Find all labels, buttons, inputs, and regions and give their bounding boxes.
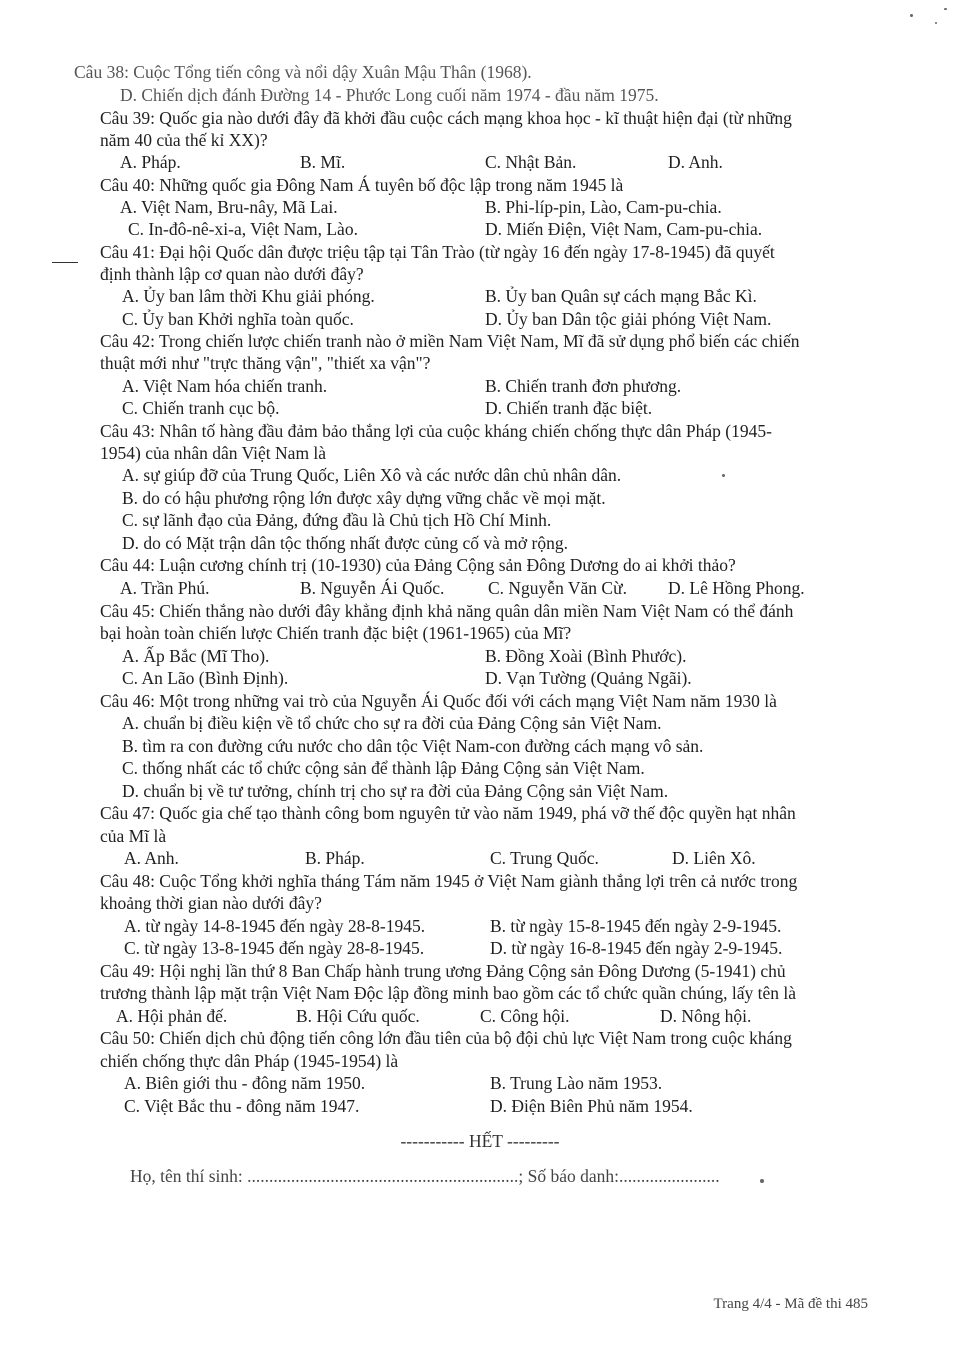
q38-option-d: D. Chiến dịch đánh Đường 14 - Phước Long cuối năm 1974 - đầu năm 1975. (120, 85, 659, 105)
q43-option-d: D. do có Mặt trận dân tộc thống nhất được củng cố và mở rộng. (122, 533, 568, 553)
scan-speck (944, 8, 947, 10)
q43-text-2: 1954) của nhân dân Việt Nam là (100, 443, 327, 463)
q48-text-1: Câu 48: Cuộc Tổng khởi nghĩa tháng Tám năm 1945 ở Việt Nam giành thắng lợi trên cả nước trong (100, 871, 798, 891)
q42-option-d: D. Chiến tranh đặc biệt. (485, 398, 653, 418)
q40-option-b: B. Phi-líp-pin, Lào, Cam-pu-chia. (485, 197, 722, 217)
q45-text-2: bại hoàn toàn chiến lược Chiến tranh đặc biệt (1961-1965) của Mĩ? (100, 623, 572, 643)
q39-option-d: D. Anh. (668, 152, 723, 172)
q47-option-d: D. Liên Xô. (672, 848, 756, 868)
q49-option-b: B. Hội Cứu quốc. (296, 1006, 420, 1026)
q39-option-c: C. Nhật Bản. (485, 152, 577, 172)
q46-text: Câu 46: Một trong những vai trò của Nguyễn Ái Quốc đối với cách mạng Việt Nam năm 1930 là (100, 691, 777, 711)
q50-text-1: Câu 50: Chiến dịch chủ động tiến công lớn đầu tiên của bộ đội chủ lực Việt Nam trong cuộc kháng (100, 1028, 792, 1048)
q46-option-b: B. tìm ra con đường cứu nước cho dân tộc Việt Nam-con đường cách mạng vô sản. (122, 736, 704, 756)
q42-option-c: C. Chiến tranh cục bộ. (122, 398, 280, 418)
q47-text-2: của Mĩ là (100, 826, 167, 846)
q50-option-d: D. Điện Biên Phủ năm 1954. (490, 1096, 693, 1116)
candidate-info-line: Họ, tên thí sinh: ..............................................................; Số báo danh:....................... (130, 1166, 720, 1186)
q49-text-1: Câu 49: Hội nghị lần thứ 8 Ban Chấp hành trung ương Đảng Cộng sản Đông Dương (5-1941) chủ (100, 961, 786, 981)
q45-option-d: D. Vạn Tường (Quảng Ngãi). (485, 668, 692, 688)
q41-text-1: Câu 41: Đại hội Quốc dân được triệu tập tại Tân Trào (từ ngày 16 đến ngày 17-8-1945) đã quyết (100, 242, 775, 262)
end-marker: ----------- HẾT --------- (400, 1131, 560, 1151)
q41-option-d: D. Ủy ban Dân tộc giải phóng Việt Nam. (485, 309, 772, 329)
scan-speck (722, 474, 725, 477)
q42-option-a: A. Việt Nam hóa chiến tranh. (122, 376, 328, 396)
q50-option-c: C. Việt Bắc thu - đông năm 1947. (124, 1096, 360, 1116)
q39-text-2: năm 40 của thế kỉ XX)? (100, 130, 268, 150)
q45-option-c: C. An Lão (Bình Định). (122, 668, 289, 688)
q47-text-1: Câu 47: Quốc gia chế tạo thành công bom nguyên tử vào năm 1949, phá vỡ thế độc quyền hạt nhân (100, 803, 796, 823)
q42-text-2: thuật mới như "trực thăng vận", "thiết xa vận"? (100, 353, 431, 373)
q49-text-2: trương thành lập mặt trận Việt Nam Độc lập đồng minh bao gồm các tổ chức quần chúng, lấy tên là (100, 983, 797, 1003)
q41-option-a: A. Ủy ban lâm thời Khu giải phóng. (122, 286, 375, 306)
q44-text: Câu 44: Luận cương chính trị (10-1930) của Đảng Cộng sản Đông Dương do ai khởi thảo? (100, 555, 736, 575)
q49-option-a: A. Hội phản đế. (116, 1006, 228, 1026)
q45-text-1: Câu 45: Chiến thắng nào dưới đây khẳng định khả năng quân dân miền Nam Việt Nam có thể đánh (100, 601, 794, 621)
margin-dash-mark (52, 262, 78, 263)
q48-option-c: C. từ ngày 13-8-1945 đến ngày 28-8-1945. (124, 938, 425, 958)
q46-option-c: C. thống nhất các tổ chức cộng sản để thành lập Đảng Cộng sản Việt Nam. (122, 758, 645, 778)
q42-text-1: Câu 42: Trong chiến lược chiến tranh nào ở miền Nam Việt Nam, Mĩ đã sử dụng phổ biến các chiến (100, 331, 800, 351)
q43-option-b: B. do có hậu phương rộng lớn được xây dựng vững chắc về mọi mặt. (122, 488, 606, 508)
q44-option-b: B. Nguyễn Ái Quốc. (300, 578, 445, 598)
q45-option-b: B. Đồng Xoài (Bình Phước). (485, 646, 687, 666)
q43-text-1: Câu 43: Nhân tố hàng đầu đảm bảo thắng lợi của cuộc kháng chiến chống thực dân Pháp (1945- (100, 421, 772, 441)
scan-speck (760, 1179, 764, 1183)
q48-option-d: D. từ ngày 16-8-1945 đến ngày 2-9-1945. (490, 938, 783, 958)
q43-option-c: C. sự lãnh đạo của Đảng, đứng đầu là Chủ tịch Hồ Chí Minh. (122, 510, 552, 530)
q39-option-a: A. Pháp. (120, 152, 181, 172)
q49-option-d: D. Nông hội. (660, 1006, 752, 1026)
q44-option-c: C. Nguyễn Văn Cừ. (488, 578, 627, 598)
q45-option-a: A. Ấp Bắc (Mĩ Tho). (122, 646, 270, 666)
q40-option-a: A. Việt Nam, Bru-nây, Mã Lai. (120, 197, 338, 217)
q50-option-b: B. Trung Lào năm 1953. (490, 1073, 663, 1093)
q39-text-1: Câu 39: Quốc gia nào dưới đây đã khởi đầu cuộc cách mạng khoa học - kĩ thuật hiện đại (từ những (100, 108, 792, 128)
q40-option-c: C. In-đô-nê-xi-a, Việt Nam, Lào. (128, 219, 358, 239)
q49-option-c: C. Công hội. (480, 1006, 570, 1026)
q47-option-c: C. Trung Quốc. (490, 848, 599, 868)
q46-option-a: A. chuẩn bị điều kiện về tổ chức cho sự ra đời của Đảng Cộng sản Việt Nam. (122, 713, 662, 733)
q41-text-2: định thành lập cơ quan nào dưới đây? (100, 264, 364, 284)
q38-line: Câu 38: Cuộc Tổng tiến công và nổi dậy Xuân Mậu Thân (1968). (74, 62, 532, 82)
page-number: Trang 4/4 - Mã đề thi 485 (713, 1296, 868, 1312)
q40-text: Câu 40: Những quốc gia Đông Nam Á tuyên bố độc lập trong năm 1945 là (100, 175, 624, 195)
q47-option-b: B. Pháp. (305, 848, 365, 868)
q41-option-c: C. Ủy ban Khởi nghĩa toàn quốc. (122, 309, 354, 329)
q48-option-b: B. từ ngày 15-8-1945 đến ngày 2-9-1945. (490, 916, 782, 936)
q47-option-a: A. Anh. (124, 848, 179, 868)
scan-speck (910, 14, 913, 17)
q44-option-d: D. Lê Hồng Phong. (668, 578, 805, 598)
q48-option-a: A. từ ngày 14-8-1945 đến ngày 28-8-1945. (124, 916, 426, 936)
q44-option-a: A. Trần Phú. (120, 578, 210, 598)
q50-text-2: chiến chống thực dân Pháp (1945-1954) là (100, 1051, 399, 1071)
q48-text-2: khoảng thời gian nào dưới đây? (100, 893, 322, 913)
q42-option-b: B. Chiến tranh đơn phương. (485, 376, 682, 396)
q46-option-d: D. chuẩn bị về tư tưởng, chính trị cho sự ra đời của Đảng Cộng sản Việt Nam. (122, 781, 669, 801)
q39-option-b: B. Mĩ. (300, 152, 346, 172)
q43-option-a: A. sự giúp đỡ của Trung Quốc, Liên Xô và các nước dân chủ nhân dân. (122, 465, 622, 485)
q50-option-a: A. Biên giới thu - đông năm 1950. (124, 1073, 366, 1093)
q41-option-b: B. Ủy ban Quân sự cách mạng Bắc Kì. (485, 286, 757, 306)
q40-option-d: D. Miến Điện, Việt Nam, Cam-pu-chia. (485, 219, 763, 239)
scan-speck (935, 22, 937, 24)
